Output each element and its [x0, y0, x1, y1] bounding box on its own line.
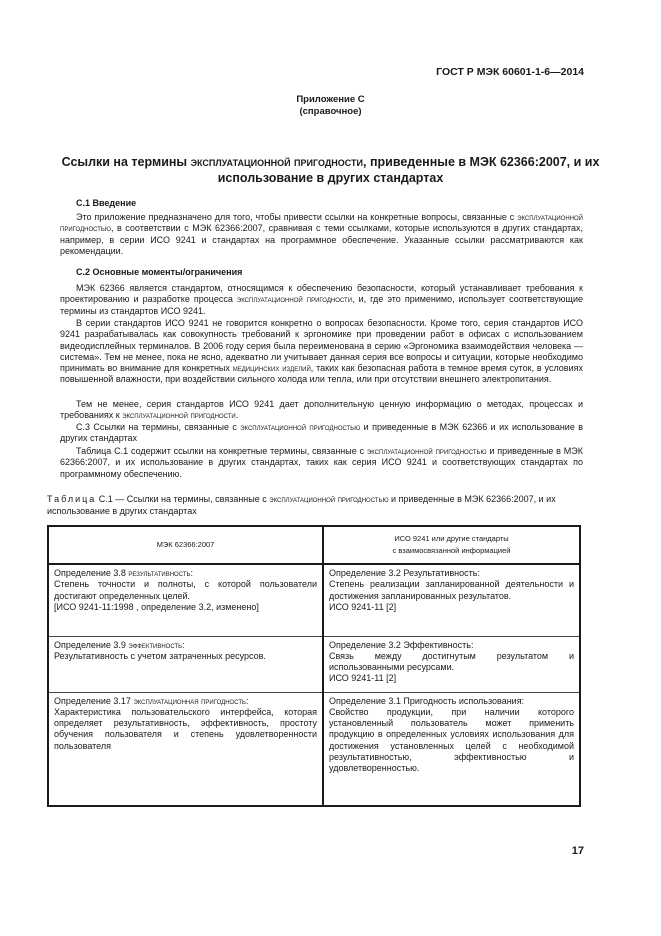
- paragraph-text: МЭК 62366 является стандартом, относящимся к обеспечению безопасности, который устанавливает требования к проектированию и разработке процесса: [60, 283, 583, 305]
- terms-table: [47, 525, 581, 807]
- term-small-caps: результативность: [128, 568, 191, 578]
- definition-number: Определение 3.9: [54, 639, 129, 650]
- definition-body: Степень реализации запланированной деятельности и достижения запланированных результатов.: [329, 579, 574, 601]
- definition-body: Характеристика пользовательского интерфейса, которая определяет результативность, эффективность, простоту обучения пользователя и степень удовлетворенности пользователя: [54, 706, 317, 751]
- table-cell-iso: [323, 636, 580, 692]
- paragraph-additional-info: [60, 399, 583, 422]
- definition-colon: :: [245, 695, 249, 706]
- paragraph-iso9241: [60, 318, 583, 386]
- column-header-iso: [323, 526, 580, 564]
- definition-colon: :: [182, 639, 185, 650]
- paragraph-text: , в соответствии с МЭК 62366:2007, сравнивая с теми ссылками, которые используются в других стандартах, например, в серии ИСО 9241 и стандартах на программное обеспечение. Указанные ссылки рассматриваются как рекомендации.: [60, 223, 583, 256]
- term-small-caps: эффективность: [128, 639, 183, 650]
- table-caption: [47, 494, 587, 517]
- paragraph-text: и приведенные в МЭК 62366:2007, и их использование в других стандартах, таких как серия ИСО 9241 и соответствующих стандартах по программному обеспечению.: [60, 446, 583, 479]
- table-cell-iec: [48, 692, 323, 806]
- paragraph-iec62366: [60, 283, 583, 317]
- definition-body: Степень точности и полноты, с которой пользователи достигают определенных целей.: [54, 579, 317, 601]
- table-row: [48, 692, 580, 806]
- definition-body: Результативность с учетом затраченных ресурсов.: [54, 650, 266, 661]
- term-small-caps: эксплуатационной пригодности: [122, 410, 236, 421]
- standard-code: ГОСТ Р МЭК 60601-1-6—2014: [436, 66, 584, 78]
- definition-reference: ИСО 9241-11 [2]: [329, 601, 397, 612]
- column-header-iec: МЭК 62366:2007: [48, 526, 323, 564]
- definition-head: Определение 3.2 Эффективность:: [329, 639, 474, 650]
- title-small-caps: эксплуатационной пригодности: [190, 155, 363, 169]
- caption-text: и приведенные в МЭК 62366:2007, и их использование в других стандартах: [47, 494, 556, 516]
- paragraph-intro: [60, 212, 583, 257]
- paragraph-text: , и, где это применимо, использует соответствующие термины из стандартов ИСО 9241.: [60, 294, 583, 316]
- paragraph-text: В серии стандартов ИСО 9241 не говорится конкретно о вопросах безопасности. Кроме того, серия стандартов ИСО 9241 разрабатывалась как совокупность требований к эргономике при проведении работ в офисах с использованием видеодисплейных терминалов. В 2006 году серия была переименована в серию «Эргономика взаимодействия человека — система». Тем не менее, пока не ясно, адекватно ли учитывает данная серия все вопросы и ситуации, которые необходимо принимать во внимание для конкретных: [60, 318, 583, 374]
- table-row: [48, 636, 580, 692]
- paragraph-text: и приведенные в МЭК 62366 и их использование в других стандартах: [60, 422, 583, 444]
- paragraph-text: Таблица С.1 содержит ссылки на конкретные термины, связанные с: [76, 446, 367, 456]
- term-small-caps: эксплуатационной пригодностью: [269, 494, 389, 504]
- paragraph-text: , таких как безопасная работа в темное время суток, в условиях повышенной влажности, при воздействии сильного холода или тепла, или при отсутствии внешнего электропитания.: [60, 363, 583, 385]
- term-small-caps: эксплуатационной пригодностью: [60, 212, 583, 234]
- term-small-caps: эксплуатационной пригодности: [236, 294, 353, 305]
- paragraph-table-intro: [60, 446, 583, 480]
- section-heading-c2: С.2 Основные моменты/ограничения: [76, 267, 243, 277]
- table-cell-iso: [323, 692, 580, 806]
- definition-head: [54, 640, 317, 651]
- table-cell-iec: [48, 636, 323, 692]
- paragraph-text: Это приложение предназначено для того, чтобы привести ссылки на конкретные вопросы, связанные с: [76, 212, 518, 222]
- term-small-caps: эксплуатационной пригодностью: [240, 422, 361, 432]
- definition-head: [54, 696, 317, 707]
- table-header-row: [48, 526, 580, 564]
- definition-colon: :: [190, 568, 193, 578]
- appendix-title: Приложение С: [296, 94, 365, 105]
- title-part-1: Ссылки на термины: [61, 155, 191, 169]
- table-cell-iec: [48, 564, 323, 636]
- caption-label: Таблица: [47, 494, 97, 504]
- definition-number: Определение 3.8: [54, 568, 129, 578]
- definition-source: [ИСО 9241-11:1998 , определение 3.2, изменено]: [54, 601, 259, 612]
- definition-head: [54, 568, 317, 579]
- caption-text: С.1 — Ссылки на термины, связанные с: [96, 494, 270, 504]
- column-header-line: ИСО 9241 или другие стандарты: [394, 534, 509, 543]
- appendix-label: [0, 94, 661, 118]
- page-number: 17: [571, 845, 584, 857]
- term-small-caps: медицинских изделий: [232, 363, 311, 374]
- section-heading-c1: С.1 Введение: [76, 198, 137, 208]
- definition-head: Определение 3.2 Результативность:: [329, 568, 480, 578]
- document-title: [60, 154, 601, 186]
- definition-number: Определение 3.17: [54, 695, 134, 706]
- paragraph-text: Тем не менее, серия стандартов ИСО 9241 дает дополнительную ценную информацию о методах, процессах и требованиях к: [60, 399, 583, 421]
- appendix-subtitle: (справочное): [299, 106, 362, 117]
- table-cell-iso: [323, 564, 580, 636]
- definition-body: Связь между достигнутым результатом и использованными ресурсами.: [329, 650, 574, 673]
- definition-head: Определение 3.1 Пригодность использования:: [329, 695, 525, 706]
- term-small-caps: эксплуатационная пригодность: [133, 695, 246, 706]
- paragraph-text: .: [235, 410, 239, 421]
- table-row: [48, 564, 580, 636]
- term-small-caps: эксплуатационной пригодностью: [366, 446, 487, 456]
- definition-reference: ИСО 9241-11 [2]: [329, 673, 397, 684]
- paragraph-c3-heading: [60, 422, 583, 445]
- column-header-line: с взаимосвязанной информацией: [392, 546, 511, 555]
- title-part-2: , приведенные в МЭК 62366:2007, и их использование в других стандартах: [217, 155, 600, 185]
- paragraph-text: С.3 Ссылки на термины, связанные с: [76, 422, 241, 432]
- definition-body: Свойство продукции, при наличии которого установленный пользователь может применить продукцию в определенных условиях использования для достижения установленных целей с необходимой результативностью, эффективностью и удовлетворенностью.: [329, 706, 574, 774]
